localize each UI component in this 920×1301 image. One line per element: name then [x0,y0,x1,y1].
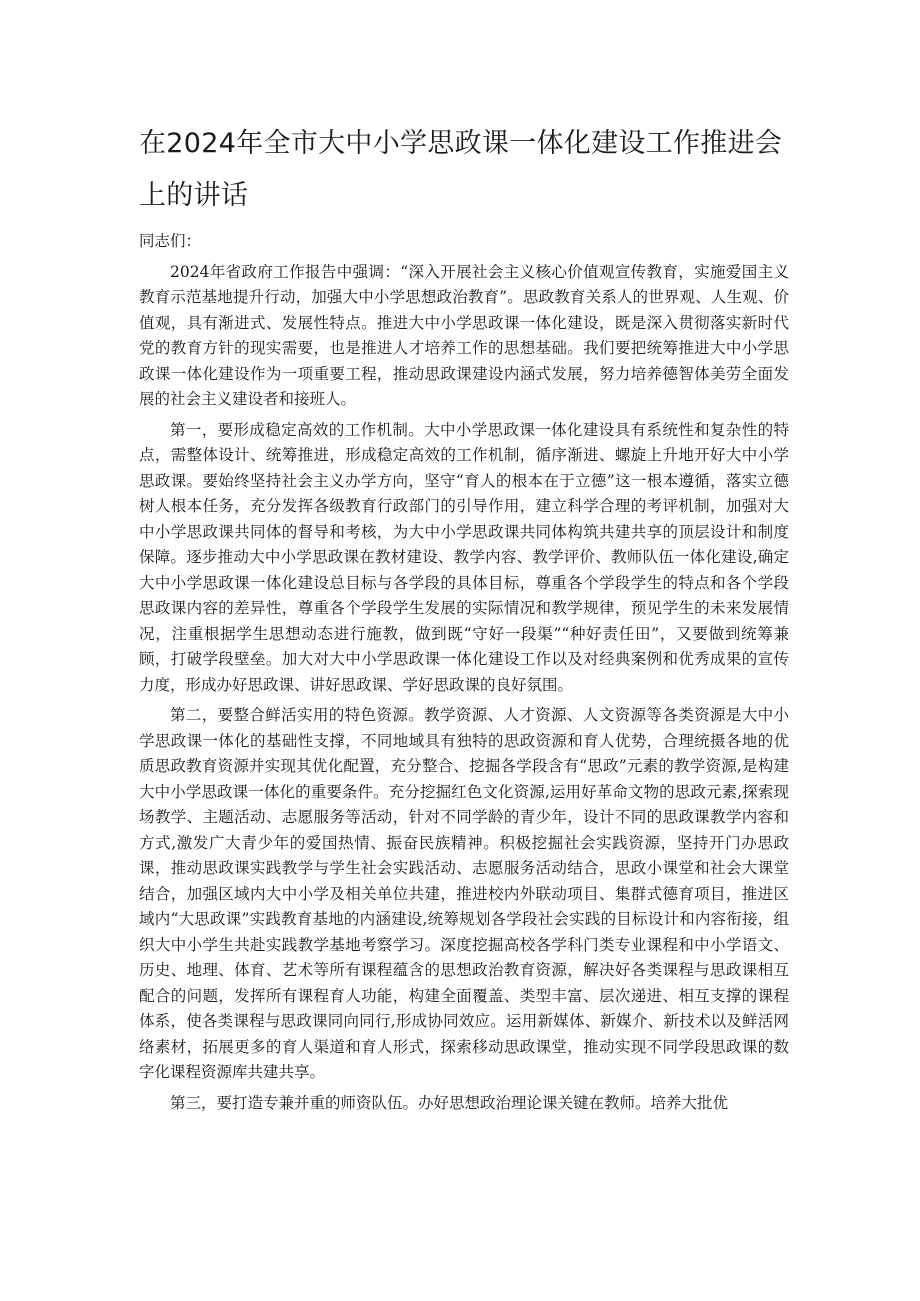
paragraph-second: 第二，要整合鲜活实用的特色资源。教学资源、人才资源、人文资源等各类资源是大中小学思政课一体化的基础性支撑，不同地域具有独特的思政资源和育人优势，合理统摄各地的优质思政教育资源并实现其优化配置，充分整合、挖掘各学段含有“思政”元素的教学资源,是构建大中小学思政课一体化的重要条件。充分挖掘红色文化资源,运用好革命文物的思政元素,探索现场教学、主题活动、志愿服务等活动，针对不同学龄的青少年，设计不同的思政课教学内容和方式,激发广大青少年的爱国热情、振奋民族精神。积极挖掘社会实践资源，坚持开门办思政课，推动思政课实践教学与学生社会实践活动、志愿服务活动结合，思政小课堂和社会大课堂结合，加强区域内大中小学及相关单位共建，推进校内外联动项目、集群式德育项目，推进区域内“大思政课”实践教育基地的内涵建设,统筹规划各学段社会实践的目标设计和内容衔接，组织大中小学生共赴实践教学基地考察学习。深度挖掘高校各学科门类专业课程和中小学语文、历史、地理、体育、艺术等所有课程蕴含的思想政治教育资源，解决好各类课程与思政课相互配合的问题，发挥所有课程育人功能，构建全面覆盖、类型丰富、层次递进、相互支撑的课程体系，使各类课程与思政课同向同行,形成协同效应。运用新媒体、新媒介、新技术以及鲜活网络素材，拓展更多的育人渠道和育人形式，探索移动思政课堂，推动实现不同学段思政课的数字化课程资源库共建共享。 [139,706,789,1081]
document-title: 在2024年全市大中小学思政课一体化建设工作推进会上的讲话 [139,128,783,211]
greeting: 同志们： [139,232,202,250]
document-body [139,229,789,1121]
paragraph-third: 第三，要打造专兼并重的师资队伍。办好思想政治理论课关键在教师。培养大批优 [170,1093,729,1112]
paragraph-intro: 2024年省政府工作报告中强调：“深入开展社会主义核心价值观宣传教育，实施爱国主义教育示范基地提升行动，加强大中小学思想政治教育”。思政教育关系人的世界观、人生观、价值观，具有渐进式、发展性特点。推进大中小学思政课一体化建设，既是深入贯彻落实新时代党的教育方针的现实需要，也是推进人才培养工作的思想基础。我们要把统筹推进大中小学思政课一体化建设作为一项重要工程，推动思政课建设内涵式发展，努力培养德智体美劳全面发展的社会主义建设者和接班人。 [139,262,789,408]
paragraph-first: 第一，要形成稳定高效的工作机制。大中小学思政课一体化建设具有系统性和复杂性的特点，需整体设计、统筹推进，形成稳定高效的工作机制，循序渐进、螺旋上升地开好大中小学思政课。要始终坚持社会主义办学方向，坚守“育人的根本在于立德”这一根本遵循，落实立德树人根本任务，充分发挥各级教育行政部门的引导作用，建立科学合理的考评机制，加强对大中小学思政课共同体的督导和考核，为大中小学思政课共同体构筑共建共享的顶层设计和制度保障。逐步推动大中小学思政课在教材建设、教学内容、教学评价、教师队伍一体化建设,确定大中小学思政课一体化建设总目标与各学段的具体目标，尊重各个学段学生的特点和各个学段思政课内容的差异性，尊重各个学段学生发展的实际情况和教学规律，预见学生的未来发展情况，注重根据学生思想动态进行施教，做到既“守好一段渠”“种好责任田”，又要做到统筹兼顾，打破学段壁垒。加大对大中小学思政课一体化建设工作以及对经典案例和优秀成果的宣传力度，形成办好思政课、讲好思政课、学好思政课的良好氛围。 [139,420,789,694]
